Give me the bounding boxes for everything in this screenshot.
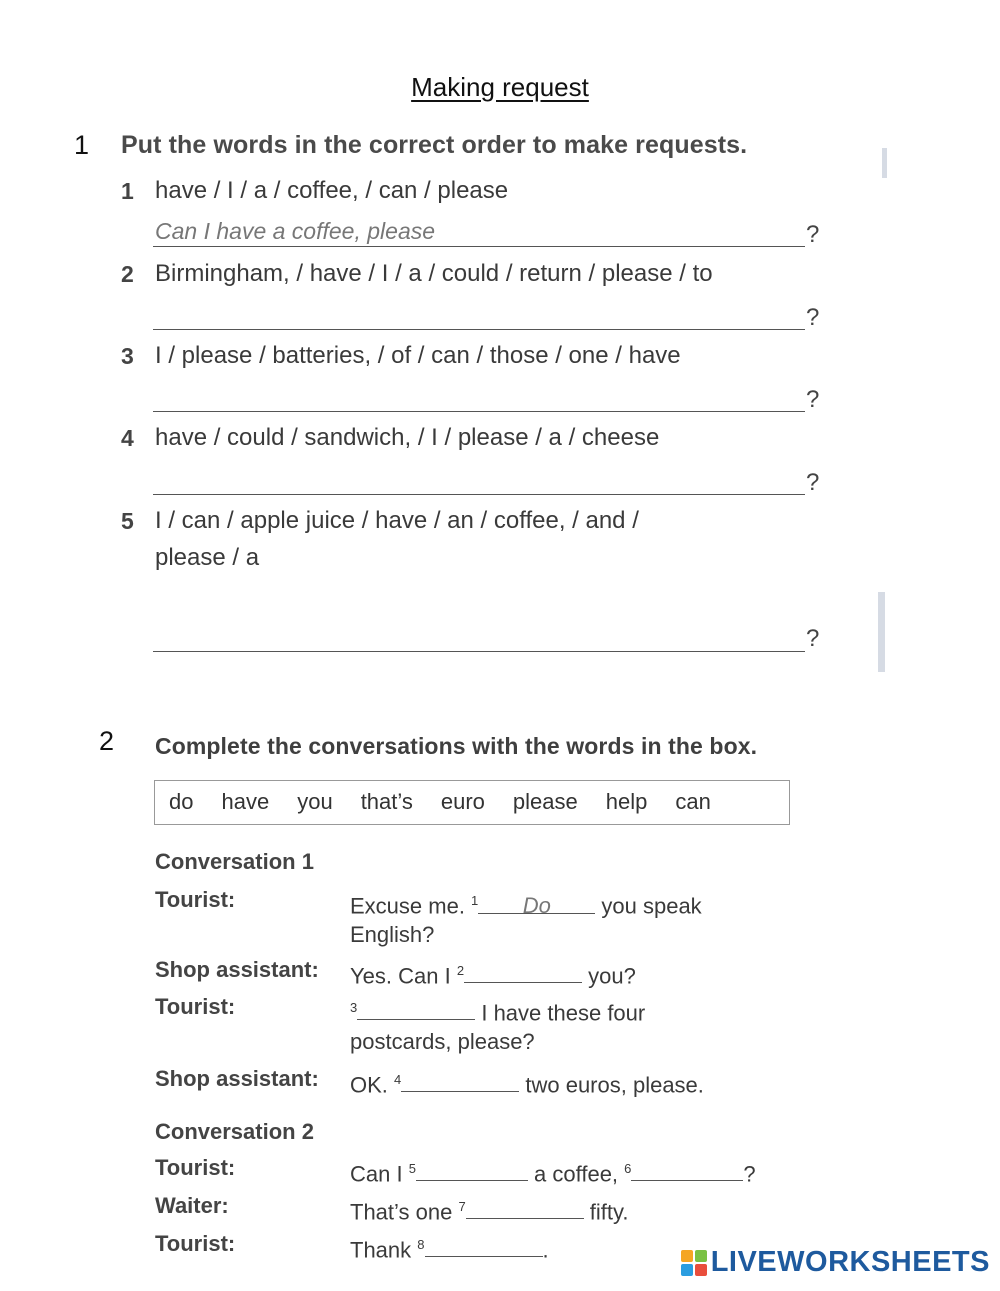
question-number: 5 (121, 508, 134, 534)
question-mark: ? (806, 304, 820, 331)
speaker-label: Tourist: (155, 887, 236, 912)
speaker-label: Tourist: (155, 1155, 236, 1180)
scan-artifact (878, 592, 885, 672)
conversation-line: $^3$ I have these four (350, 991, 645, 1030)
answer-line[interactable] (153, 329, 805, 330)
question-mark: ? (806, 469, 820, 496)
blank-3[interactable] (357, 995, 475, 1020)
blank-4[interactable] (401, 1067, 519, 1092)
section-number: 1 (74, 130, 90, 160)
blank-7[interactable] (466, 1194, 584, 1219)
answer-example: Can I have a coffee, please (155, 218, 436, 244)
answer-line[interactable] (153, 246, 805, 247)
blank-5[interactable] (416, 1156, 528, 1181)
question-number: 1 (121, 178, 134, 204)
word-option[interactable]: have (221, 789, 270, 814)
conversation-title: Conversation 1 (155, 849, 314, 874)
word-option[interactable]: do (169, 789, 194, 814)
logo-text: LIVEWORKSHEETS (710, 1246, 990, 1278)
conversation-line-continued: English? (350, 922, 435, 947)
question-mark: ? (806, 221, 820, 248)
speaker-label: Tourist: (155, 1231, 236, 1256)
word-box (154, 780, 790, 825)
conversation-line: Excuse me. $^1$ Do you speak (350, 884, 702, 923)
conversation-line: OK. $^4$ two euros, please. (350, 1063, 704, 1102)
question-text-continued: please / a (155, 544, 260, 571)
speaker-label: Tourist: (155, 994, 236, 1019)
scan-artifact (882, 148, 887, 178)
conversation-title: Conversation 2 (155, 1119, 314, 1144)
answer-line[interactable] (153, 494, 805, 495)
question-text: have / could / sandwich, / I / please / a / cheese (155, 424, 660, 451)
blank-8[interactable] (425, 1232, 543, 1257)
liveworksheets-logo-icon (681, 1250, 707, 1276)
word-option[interactable]: help (605, 789, 648, 814)
section-instruction: Put the words in the correct order to make requests. (121, 131, 748, 159)
liveworksheets-logo[interactable] (681, 1246, 990, 1279)
conversation-line: Can I $^5$ a coffee, $^6$ ? (350, 1152, 756, 1191)
question-mark: ? (806, 386, 820, 413)
word-option[interactable]: can (675, 789, 711, 814)
question-text: I / please / batteries, / of / can / those / one / have (155, 342, 681, 369)
answer-line[interactable] (153, 411, 805, 412)
question-text: I / can / apple juice / have / an / coffee, / and / (155, 507, 639, 534)
word-option[interactable]: please (512, 789, 578, 814)
question-text: Birmingham, / have / I / a / could / return / please / to (155, 260, 713, 287)
blank-6[interactable] (631, 1156, 743, 1181)
speaker-label: Shop assistant: (155, 1066, 319, 1091)
word-option[interactable]: that’s (360, 789, 413, 814)
conversation-line: That’s one $^7$ fifty. (350, 1190, 629, 1229)
answer-line[interactable] (153, 651, 805, 652)
word-option[interactable]: you (297, 789, 333, 814)
question-text: have / I / a / coffee, / can / please (155, 177, 509, 204)
question-number: 2 (121, 261, 134, 287)
blank-1-filled[interactable]: Do (478, 889, 595, 914)
section-number: 2 (99, 726, 115, 756)
blank-2[interactable] (464, 958, 582, 983)
question-number: 4 (121, 425, 134, 451)
conversation-line-continued: postcards, please? (350, 1029, 535, 1054)
question-mark: ? (806, 625, 820, 652)
speaker-label: Shop assistant: (155, 957, 319, 982)
section-instruction: Complete the conversations with the words in the box. (155, 733, 758, 759)
speaker-label: Waiter: (155, 1193, 229, 1218)
page-title: Making request (411, 72, 589, 102)
conversation-line: Yes. Can I $^2$ you? (350, 954, 636, 993)
question-number: 3 (121, 343, 134, 369)
conversation-line: Thank $^8$ . (350, 1228, 549, 1267)
word-option[interactable]: euro (440, 789, 485, 814)
